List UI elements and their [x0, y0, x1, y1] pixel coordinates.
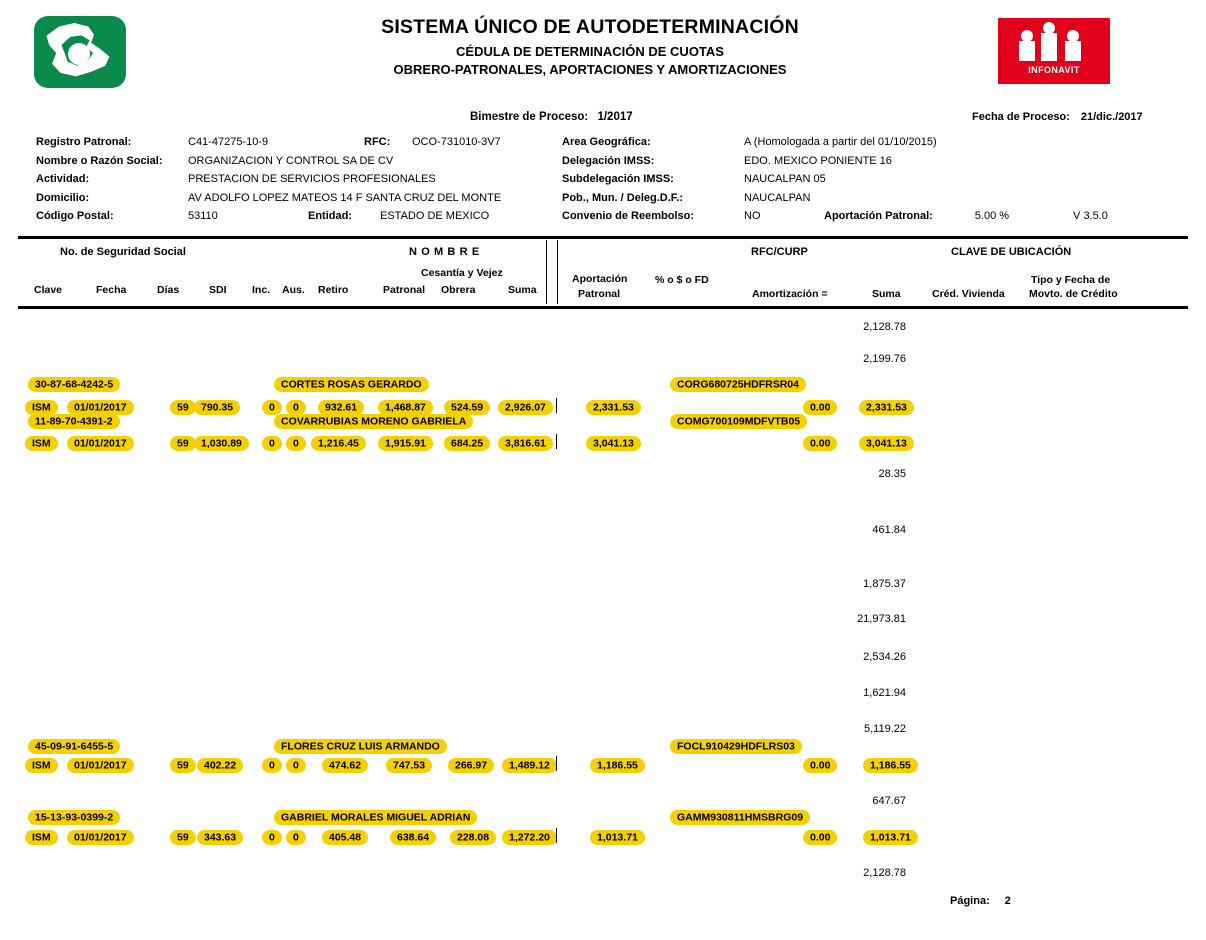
employee-nss: 45-09-91-6455-5: [28, 740, 120, 752]
row-separator: [556, 828, 557, 843]
header-separator-2: [557, 240, 558, 304]
infonavit-figures-icon: [1017, 29, 1091, 73]
bimestre-value: 1/2017: [597, 111, 633, 123]
employee-amortizacion: 0.00: [803, 401, 837, 413]
rfc-label: RFC:: [364, 136, 391, 148]
delegacion-imss-value: EDO. MEXICO PONIENTE 16: [744, 154, 892, 167]
employee-fecha: 01/01/2017: [67, 759, 134, 771]
version-value: V 3.5.0: [1073, 210, 1108, 222]
row-separator: [556, 398, 557, 413]
employee-obrera: 266.97: [448, 759, 494, 771]
infonavit-figure-right-icon: [1065, 41, 1081, 61]
suma-value: 5,119.22: [863, 723, 906, 735]
header-cesantia-vejez: Cesantía y Vejez: [421, 267, 503, 279]
fecha-proceso-value: 21/dic./2017: [1080, 111, 1143, 123]
registro-patronal-row: [36, 136, 501, 155]
employee-rfc-curp: COMG700109MDFVTB05: [670, 415, 807, 427]
row-separator: [556, 756, 557, 771]
header-col-dias: Días: [157, 284, 180, 296]
subdelegacion-imss-value: NAUCALPAN 05: [744, 173, 826, 185]
area-geografica-row: [562, 136, 1108, 155]
suma-value: 647.67: [872, 795, 906, 807]
employer-info: [36, 136, 501, 229]
infonavit-figure-left-icon: [1019, 41, 1035, 61]
suma-value: 2,128.78: [863, 321, 906, 333]
employee-suma: 1,489.12: [502, 759, 557, 771]
table-bottom-rule: [18, 306, 1188, 309]
employee-sdi: 790.35: [194, 401, 240, 413]
header-group-nombre: N O M B R E: [409, 246, 480, 258]
suma-value: 2,128.78: [863, 867, 906, 879]
imss-logo-mark: [45, 23, 115, 81]
table-top-rule: [18, 236, 1188, 239]
employee-obrera: 524.59: [444, 401, 490, 413]
poblacion-label: Pob., Mun. / Deleg.D.F.:: [562, 191, 683, 204]
employee-clave: ISM: [25, 401, 58, 413]
header-col-obrera: Obrera: [441, 284, 476, 296]
header-group-clave-ubicacion: CLAVE DE UBICACIÓN: [951, 246, 1072, 258]
subdelegacion-imss-row: [562, 173, 1108, 192]
employee-patronal: 638.64: [390, 831, 436, 843]
razon-social-label: Nombre o Razón Social:: [36, 154, 163, 167]
header-separator-1: [546, 240, 547, 304]
employee-retiro: 1,216.45: [311, 437, 366, 449]
employee-suma-total: 2,331.53: [859, 401, 914, 413]
employee-nombre: CORTES ROSAS GERARDO: [274, 378, 429, 390]
employee-rfc-curp: CORG680725HDFRSR04: [670, 378, 806, 390]
employee-fecha: 01/01/2017: [67, 401, 134, 413]
header-col-porcentaje: % o $ o FD: [655, 274, 709, 286]
poblacion-value: NAUCALPAN: [744, 191, 811, 204]
subdelegacion-imss-label: Subdelegación IMSS:: [562, 173, 674, 185]
employee-dias: 59: [170, 437, 196, 449]
poblacion-row: [562, 192, 1108, 211]
employee-nombre: GABRIEL MORALES MIGUEL ADRIAN: [274, 811, 477, 823]
employee-aus: 0: [286, 437, 306, 449]
employee-aus: 0: [286, 831, 306, 843]
header-col-tipo-l2: Movto. de Crédito: [1029, 288, 1118, 300]
convenio-reembolso-label: Convenio de Reembolso:: [562, 210, 695, 222]
codigo-postal-row: [36, 210, 501, 229]
suma-value: 21,973.81: [857, 613, 906, 625]
actividad-row: [36, 173, 501, 192]
employee-suma: 3,816.61: [498, 437, 553, 449]
employee-inc: 0: [262, 401, 282, 413]
suma-value: 2,534.26: [863, 651, 906, 663]
employee-sdi: 1,030.89: [194, 437, 249, 449]
razon-social-row: [36, 155, 501, 174]
area-geografica-label: Area Geográfica:: [562, 136, 651, 148]
employee-amortizacion: 0.00: [803, 437, 837, 449]
header-col-tipo-l1: Tipo y Fecha de: [1031, 274, 1111, 286]
aportacion-patronal-value: 5.00 %: [974, 210, 1010, 222]
area-geografica-value: A (Homologada a partir del 01/10/2015): [744, 136, 937, 148]
registro-patronal-value: C41-47275-10-9: [188, 136, 269, 148]
header-group-nss: No. de Seguridad Social: [60, 246, 186, 258]
employee-fecha: 01/01/2017: [67, 831, 134, 843]
convenio-reembolso-row: [562, 210, 1108, 229]
pagina-value: 2: [1004, 895, 1011, 907]
employee-nss: 30-87-68-4242-5: [28, 378, 120, 390]
header-group-rfc-curp: RFC/CURP: [751, 246, 808, 258]
imss-logo: [34, 16, 126, 88]
employee-clave: ISM: [25, 759, 58, 771]
employee-suma-total: 1,186.55: [863, 759, 918, 771]
infonavit-wordmark: INFONAVIT: [1028, 65, 1080, 75]
employee-amortizacion: 0.00: [803, 759, 837, 771]
entidad-label: Entidad:: [308, 210, 352, 222]
rfc-value: OCO-731010-3V7: [412, 136, 501, 148]
employee-aus: 0: [286, 759, 306, 771]
geographic-info: [562, 136, 1108, 229]
suma-value: 461.84: [872, 524, 906, 536]
employee-nss: 15-13-93-0399-2: [28, 811, 120, 823]
employee-retiro: 474.62: [322, 759, 368, 771]
razon-social-value: ORGANIZACION Y CONTROL SA DE CV: [188, 154, 394, 167]
entidad-value: ESTADO DE MEXICO: [380, 210, 490, 222]
page-subtitle-1: CÉDULA DE DETERMINACIÓN DE CUOTAS: [456, 44, 724, 59]
header-col-sdi: SDI: [209, 284, 227, 296]
header-col-suma2: Suma: [872, 288, 901, 300]
employee-clave: ISM: [25, 437, 58, 449]
bimestre-proceso: [470, 111, 633, 123]
employee-fecha: 01/01/2017: [67, 437, 134, 449]
eagle-head-icon: [68, 43, 90, 65]
employee-inc: 0: [262, 759, 282, 771]
employee-patronal: 1,468.87: [378, 401, 433, 413]
employee-aportacion-patronal: 1,186.55: [590, 759, 645, 771]
employee-dias: 59: [170, 401, 196, 413]
employee-retiro: 405.48: [322, 831, 368, 843]
employee-dias: 59: [170, 759, 196, 771]
suma-value: 2,199.76: [863, 353, 906, 365]
employee-aportacion-patronal: 3,041.13: [586, 437, 641, 449]
actividad-value: PRESTACION DE SERVICIOS PROFESIONALES: [188, 173, 436, 185]
employee-nombre: FLORES CRUZ LUIS ARMANDO: [274, 740, 447, 752]
header-col-patronal: Patronal: [383, 284, 426, 296]
page-number: [950, 895, 1011, 907]
header-col-fecha: Fecha: [96, 284, 127, 296]
employee-inc: 0: [262, 831, 282, 843]
infonavit-figure-center-icon: [1041, 33, 1057, 61]
aportacion-patronal-label: Aportación Patronal:: [824, 210, 933, 222]
employee-inc: 0: [262, 437, 282, 449]
suma-value: 1,621.94: [863, 687, 906, 699]
header-col-aus: Aus.: [282, 284, 305, 296]
employee-suma-total: 1,013.71: [863, 831, 918, 843]
domicilio-value: AV ADOLFO LOPEZ MATEOS 14 F SANTA CRUZ DEL MONTE: [188, 191, 502, 204]
convenio-reembolso-value: NO: [744, 210, 761, 222]
document-title-block: [240, 16, 940, 77]
employee-amortizacion: 0.00: [803, 831, 837, 843]
employee-suma-total: 3,041.13: [859, 437, 914, 449]
employee-patronal: 1,915.91: [378, 437, 433, 449]
header-col-retiro: Retiro: [318, 284, 349, 296]
fecha-proceso: [972, 111, 1143, 123]
header-col-cred-vivienda: Créd. Vivienda: [932, 288, 1005, 300]
employee-sdi: 343.63: [197, 831, 243, 843]
domicilio-row: [36, 192, 501, 211]
row-separator: [556, 434, 557, 449]
suma-value: 28.35: [878, 468, 906, 480]
delegacion-imss-label: Delegación IMSS:: [562, 154, 655, 167]
employee-sdi: 402.22: [197, 759, 243, 771]
employee-aportacion-patronal: 2,331.53: [586, 401, 641, 413]
employee-aus: 0: [286, 401, 306, 413]
page-title: SISTEMA ÚNICO DE AUTODETERMINACIÓN: [381, 16, 799, 38]
header-col-aportacion-l1: Aportación: [572, 273, 628, 285]
employee-rfc-curp: GAMM930811HMSBRG09: [670, 811, 810, 823]
codigo-postal-label: Código Postal:: [36, 210, 114, 222]
employee-aportacion-patronal: 1,013.71: [590, 831, 645, 843]
page-subtitle-2: OBRERO-PATRONALES, APORTACIONES Y AMORTIZACIONES: [393, 62, 787, 77]
fecha-proceso-label: Fecha de Proceso:: [972, 111, 1070, 123]
header-col-amortizacion: Amortización =: [752, 288, 828, 300]
employee-dias: 59: [170, 831, 196, 843]
pagina-label: Página:: [950, 895, 990, 907]
employee-obrera: 684.25: [444, 437, 490, 449]
employee-nombre: COVARRUBIAS MORENO GABRIELA: [274, 415, 473, 427]
employee-nss: 11-89-70-4391-2: [28, 415, 120, 427]
bimestre-label: Bimestre de Proceso:: [470, 111, 589, 123]
header-col-clave: Clave: [34, 284, 63, 296]
header-col-aportacion-l2: Patronal: [578, 288, 621, 300]
suma-value: 1,875.37: [863, 578, 906, 590]
infonavit-logo: [998, 18, 1110, 84]
header-col-suma: Suma: [508, 284, 537, 296]
employee-rfc-curp: FOCL910429HDFLRS03: [670, 740, 802, 752]
employee-suma: 1,272.20: [502, 831, 557, 843]
registro-patronal-label: Registro Patronal:: [36, 136, 132, 148]
employee-patronal: 747.53: [386, 759, 432, 771]
codigo-postal-value: 53110: [188, 210, 218, 222]
employee-suma: 2,926.07: [498, 401, 553, 413]
domicilio-label: Domicilio:: [36, 191, 90, 204]
employee-obrera: 228.08: [450, 831, 496, 843]
delegacion-imss-row: [562, 155, 1108, 174]
header-col-inc: Inc.: [252, 284, 271, 296]
employee-clave: ISM: [25, 831, 58, 843]
employee-retiro: 932.61: [318, 401, 364, 413]
actividad-label: Actividad:: [36, 173, 90, 185]
